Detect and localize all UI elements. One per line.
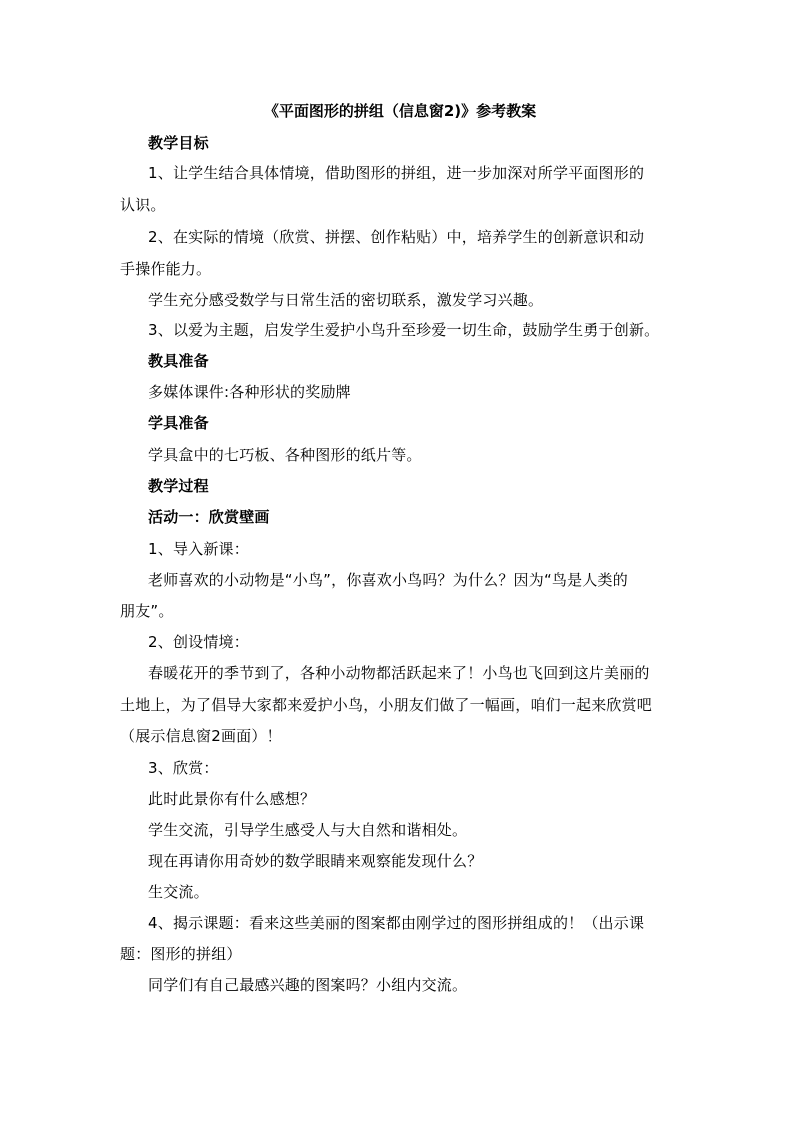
step-3-answer-2: 生交流。	[148, 883, 209, 901]
step-4-line-1: 4、揭示课题：看来这些美丽的图案都由刚学过的图形拼组成的！（出示课	[148, 914, 645, 932]
document-title: 《平面图形的拼组（信息窗2)》参考教案	[263, 102, 537, 120]
step-3-question-2: 现在再请你用奇妙的数学眼睛来观察能发现什么？	[148, 852, 483, 870]
goal-2-line-1: 2、在实际的情境（欣赏、拼摆、创作粘贴）中，培养学生的创新意识和动	[148, 228, 645, 246]
goal-3: 3、以爱为主题，启发学生爱护小鸟升至珍爱一切生命，鼓励学生勇于创新。	[148, 321, 660, 339]
step-2-text-line-1: 春暖花开的季节到了，各种小动物都活跃起来了！小鸟也飞回到这片美丽的	[148, 664, 650, 682]
step-2-text-line-3: （展示信息窗2画面）！	[120, 727, 282, 745]
step-3-heading: 3、欣赏：	[148, 759, 219, 777]
heading-activity-1: 活动一：欣赏壁画	[148, 508, 270, 526]
heading-teacher-prep: 教具准备	[148, 352, 209, 370]
heading-teaching-process: 教学过程	[148, 477, 209, 495]
teacher-prep-text: 多媒体课件:各种形状的奖励牌	[148, 383, 351, 401]
step-3-answer-1: 学生交流，引导学生感受人与大自然和谐相处。	[148, 821, 468, 839]
step-2-text-line-2: 土地上，为了倡导大家都来爱护小鸟，小朋友们做了一幅画，咱们一起来欣赏吧	[120, 696, 653, 714]
step-4-line-2: 题：图形的拼组）	[120, 945, 242, 963]
goal-2-line-2: 手操作能力。	[120, 260, 212, 278]
heading-student-prep: 学具准备	[148, 414, 209, 432]
heading-teaching-goals: 教学目标	[148, 134, 209, 152]
step-4-text: 同学们有自己最感兴趣的图案吗？小组内交流。	[148, 976, 468, 994]
step-3-question-1: 此时此景你有什么感想？	[148, 790, 316, 808]
student-prep-text: 学具盒中的七巧板、各种图形的纸片等。	[148, 446, 422, 464]
goal-2-line-3: 学生充分感受数学与日常生活的密切联系，激发学习兴趣。	[148, 291, 544, 309]
goal-1-line-2: 认识。	[120, 196, 166, 214]
step-2-heading: 2、创设情境：	[148, 633, 249, 651]
goal-1-line-1: 1、让学生结合具体情境，借助图形的拼组，进一步加深对所学平面图形的	[148, 164, 645, 182]
step-1-text-line-1: 老师喜欢的小动物是“小鸟”，你喜欢小鸟吗？为什么？因为“鸟是人类的	[148, 571, 628, 589]
step-1-text-line-2: 朋友”。	[120, 602, 174, 620]
step-1-heading: 1、导入新课：	[148, 540, 249, 558]
